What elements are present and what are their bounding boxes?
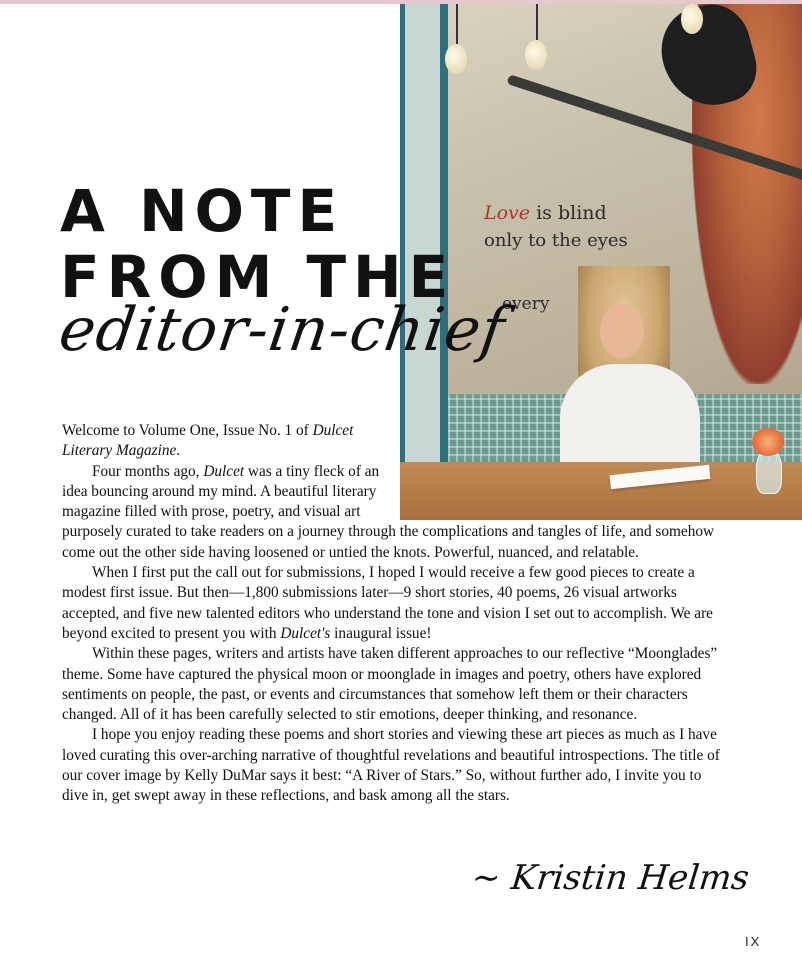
p1-text-b: . xyxy=(176,442,181,460)
page-number: IX xyxy=(745,934,762,949)
title-line-2: FROM THE xyxy=(60,243,456,311)
light-bulb-icon xyxy=(525,40,547,70)
photo-wrap-spacer xyxy=(392,421,730,519)
p3-magazine-name: Dulcet's xyxy=(280,624,331,642)
p2-magazine-name: Dulcet xyxy=(203,462,245,480)
p1-magazine-name: Dulcet Literary Magazine xyxy=(62,422,354,460)
light-bulb-icon xyxy=(681,4,703,34)
p1-text-a: Welcome to Volume One, Issue No. 1 of xyxy=(62,422,313,439)
paragraph-3 xyxy=(62,563,730,644)
p3-text-a: When I first put the call out for submissions, I hoped I would receive a few good pieces to create a modest first issue. But then—1,800 submissions later—9 short stories, 40 poems, 26 visual artworks accepted, and five new talented editors who understand the tone and vision I set out to accomplish. We are beyond excited to present you with xyxy=(62,564,713,642)
mural-text-line3: every xyxy=(502,294,550,314)
mural-text-line2: only to the eyes xyxy=(484,230,628,251)
p2-text-a: Four months ago, xyxy=(92,462,204,480)
editor-signature: ~ Kristin Helms xyxy=(469,858,751,898)
mural-text-line1 xyxy=(484,202,607,224)
title-script: editor-in-chief xyxy=(55,295,510,365)
mural-text-love: Love xyxy=(484,202,531,224)
flower-vase xyxy=(756,450,782,494)
light-bulb-icon xyxy=(445,44,467,74)
flower-icon xyxy=(752,428,784,456)
lamp-cord xyxy=(456,4,458,44)
letter-body xyxy=(62,421,730,807)
lamp-cord xyxy=(536,4,538,40)
title-line-1: A NOTE xyxy=(60,177,345,245)
paragraph-4: Within these pages, writers and artists have taken different approaches to our reflective “Moonglades” theme. Some have captured the physical moon or moonglade in images and poetry, others have explored sentiments on people, the past, or events and circumstances that somehow left them or their characters changed. All of it has been carefully selected to stir emotions, deeper thinking, and resonance. xyxy=(62,645,718,724)
paragraph-5: I hope you enjoy reading these poems and short stories and viewing these art pieces as much as I have loved curating this over-arching narrative of thoughtful revelations and beautiful introspections. The title of our cover image by Kelly DuMar says it best: “A River of Stars.” So, without further ado, I invite you to dive in, get swept away in these reflections, and bask among all the stars. xyxy=(62,726,720,805)
woman-face xyxy=(600,304,644,358)
p2-text-b: was a tiny fleck of an idea bouncing around my mind. A beautiful literary magazine filled with prose, poetry, and visual art purposely curated to take readers on a journey through the complications and tangles of life, and somehow come out the other side having loosened or untied the knots. Powerful, nuanced, and relatable. xyxy=(62,462,715,561)
p3-text-b: inaugural issue! xyxy=(330,624,432,642)
mural-text-blind: is blind xyxy=(536,202,607,224)
